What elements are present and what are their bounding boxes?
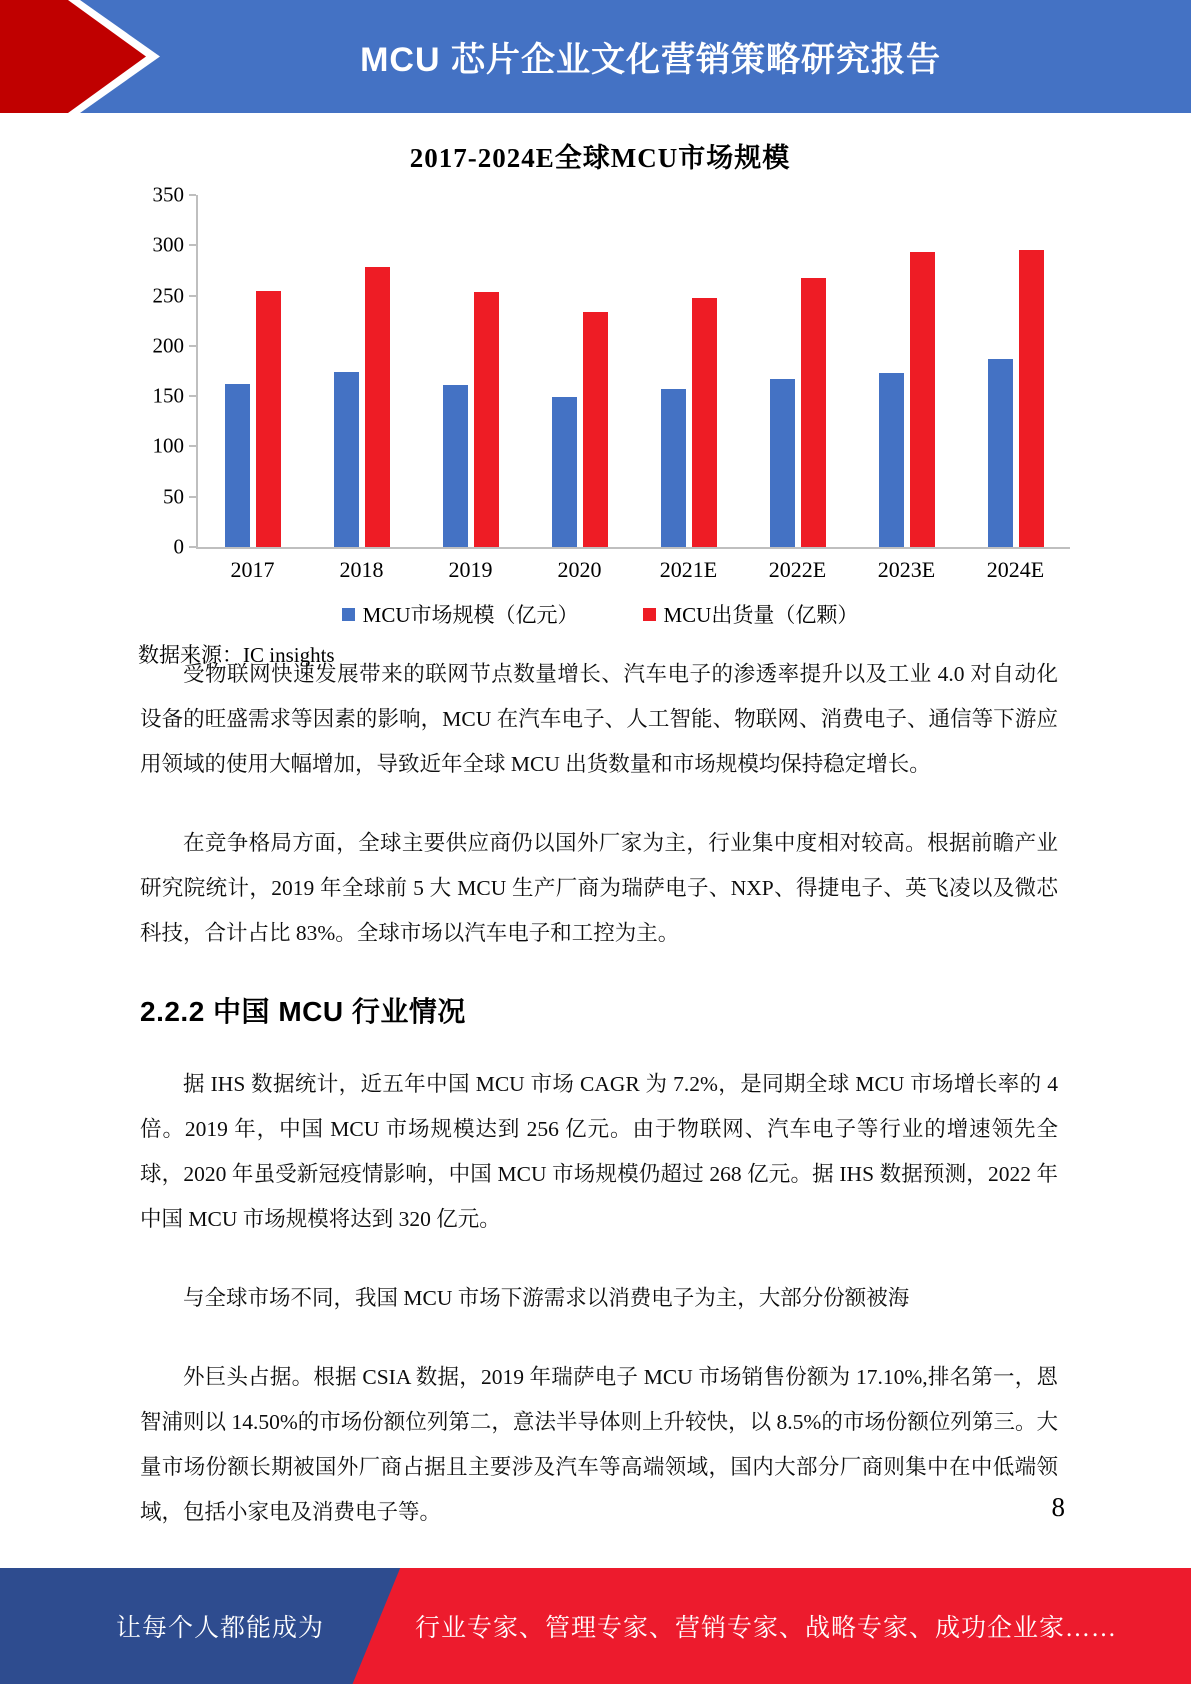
bar-series0-2018 [334,372,359,547]
bar-group-2017 [198,195,307,547]
legend-item-0 [342,599,579,629]
bar-series0-2022E [770,379,795,547]
bar-series1-2017 [256,291,281,548]
body-paragraph: 受物联网快速发展带来的联网节点数量增长、汽车电子的渗透率提升以及工业 4.0 对自动化设备的旺盛需求等因素的影响，MCU 在汽车电子、人工智能、物联网、消费电子、通信等下游应用领域的使用大幅增加，导致近年全球 MCU 出货数量和市场规模均保持稳定增长。 [140,662,1058,776]
bar-series1-2021E [692,298,717,547]
bar-series1-2023E [910,252,935,547]
chevron-arrow-icon [0,0,170,113]
chart-plot-area [130,182,1070,559]
y-axis-tick-label: 100 [152,433,184,458]
y-axis-tick-mark [189,445,196,447]
y-axis-tick-mark [189,194,196,196]
chevron-fill [0,0,146,113]
chart-y-axis [130,182,196,559]
y-axis-tick-label: 350 [152,182,184,207]
body-sections [140,652,1058,1569]
bar-series0-2021E [661,389,686,547]
body-paragraph: 据 IHS 数据统计，近五年中国 MCU 市场 CAGR 为 7.2%，是同期全球 MCU 市场增长率的 4 倍。2019 年，中国 MCU 市场规模达到 256 亿元。由于物联网、汽车电子等行业的增速领先全球，2020 年虽受新冠疫情影响，中国 MCU 市场规模仍超过 268 亿元。据 IHS 数据预测，2022 年中国 MCU 市场规模将达到 320 亿元。 [140,1072,1058,1231]
bar-series1-2018 [365,267,390,547]
bar-series1-2024E [1019,250,1044,547]
chart-legend [130,599,1070,629]
y-axis-tick-label: 200 [152,333,184,358]
page-title: MCU 芯片企业文化营销策略研究报告 [360,41,941,79]
x-axis-label-2021E: 2021E [659,557,718,582]
chart-source: 数据来源：IC insights [138,643,335,667]
y-axis-tick-mark [189,244,196,246]
bar-series0-2019 [443,385,468,547]
body-paragraph: 与全球市场不同，我国 MCU 市场下游需求以消费电子为主，大部分份额被海 [183,1286,910,1310]
chart-bars [196,195,1070,549]
bar-group-2021E [634,195,743,547]
bar-series1-2020 [583,312,608,547]
bar-group-2023E [852,195,961,547]
body-paragraph: 外巨头占据。根据 CSIA 数据，2019 年瑞萨电子 MCU 市场销售份额为 17.10%,排名第一，恩智浦则以 14.50%的市场份额位列第二，意法半导体则上升较快，以 8.5%的市场份额位列第三。大量市场份额长期被国外厂商占据且主要涉及汽车等高端领域，国内大部分厂商则集中在中低端领域，包括小家电及消费电子等。 [140,1365,1058,1524]
y-axis-tick-mark [189,345,196,347]
bar-group-2024E [961,195,1070,547]
x-axis-label-2018: 2018 [339,557,384,582]
chart-x-axis [198,557,1070,583]
bar-series0-2024E [988,359,1013,547]
chart-title: 2017-2024E全球MCU市场规模 [409,143,791,173]
legend-swatch-icon [342,608,355,621]
section-heading: 2.2.2 中国 MCU 行业情况 [140,996,466,1027]
y-axis-tick-label: 0 [173,534,184,559]
footer-slogan-list: 行业专家、管理专家、营销专家、战略专家、成功企业家…… [415,1615,1118,1642]
legend-label: MCU出货量（亿颗） [663,603,859,627]
body-paragraph: 在竞争格局方面，全球主要供应商仍以国外厂家为主，行业集中度相对较高。根据前瞻产业研究院统计，2019 年全球前 5 大 MCU 生产厂商为瑞萨电子、NXP、得捷电子、英飞凌以及微芯科技，合计占比 83%。全球市场以汽车电子和工控为主。 [140,831,1058,945]
y-axis-tick-mark [189,395,196,397]
bar-group-2018 [307,195,416,547]
y-axis-tick-label: 50 [163,484,184,509]
y-axis-tick-label: 300 [152,232,184,257]
footer-banner [0,1568,1191,1684]
bar-series1-2019 [474,292,499,548]
y-axis-tick-label: 250 [152,283,184,308]
bar-group-2022E [743,195,852,547]
bar-series0-2017 [225,384,250,547]
bar-group-2020 [525,195,634,547]
bar-series0-2020 [552,397,577,547]
footer-slogan-prefix: 让每个人都能成为 [115,1615,324,1642]
x-axis-label-2022E: 2022E [768,557,827,582]
bar-series0-2023E [879,373,904,547]
legend-label: MCU市场规模（亿元） [362,603,579,627]
legend-swatch-icon [643,608,656,621]
x-axis-label-2023E: 2023E [877,557,936,582]
page-number: 8 [1051,1492,1065,1522]
y-axis-tick-mark [189,546,196,548]
x-axis-label-2020: 2020 [557,557,602,582]
bar-group-2019 [416,195,525,547]
x-axis-label-2024E: 2024E [986,557,1045,582]
y-axis-tick-mark [189,496,196,498]
y-axis-tick-mark [189,295,196,297]
legend-item-1 [643,599,859,629]
x-axis-label-2019: 2019 [448,557,493,582]
bar-series1-2022E [801,278,826,548]
mcu-market-chart [130,122,1070,669]
x-axis-label-2017: 2017 [230,557,275,582]
header-banner [0,0,1191,113]
y-axis-tick-label: 150 [152,383,184,408]
